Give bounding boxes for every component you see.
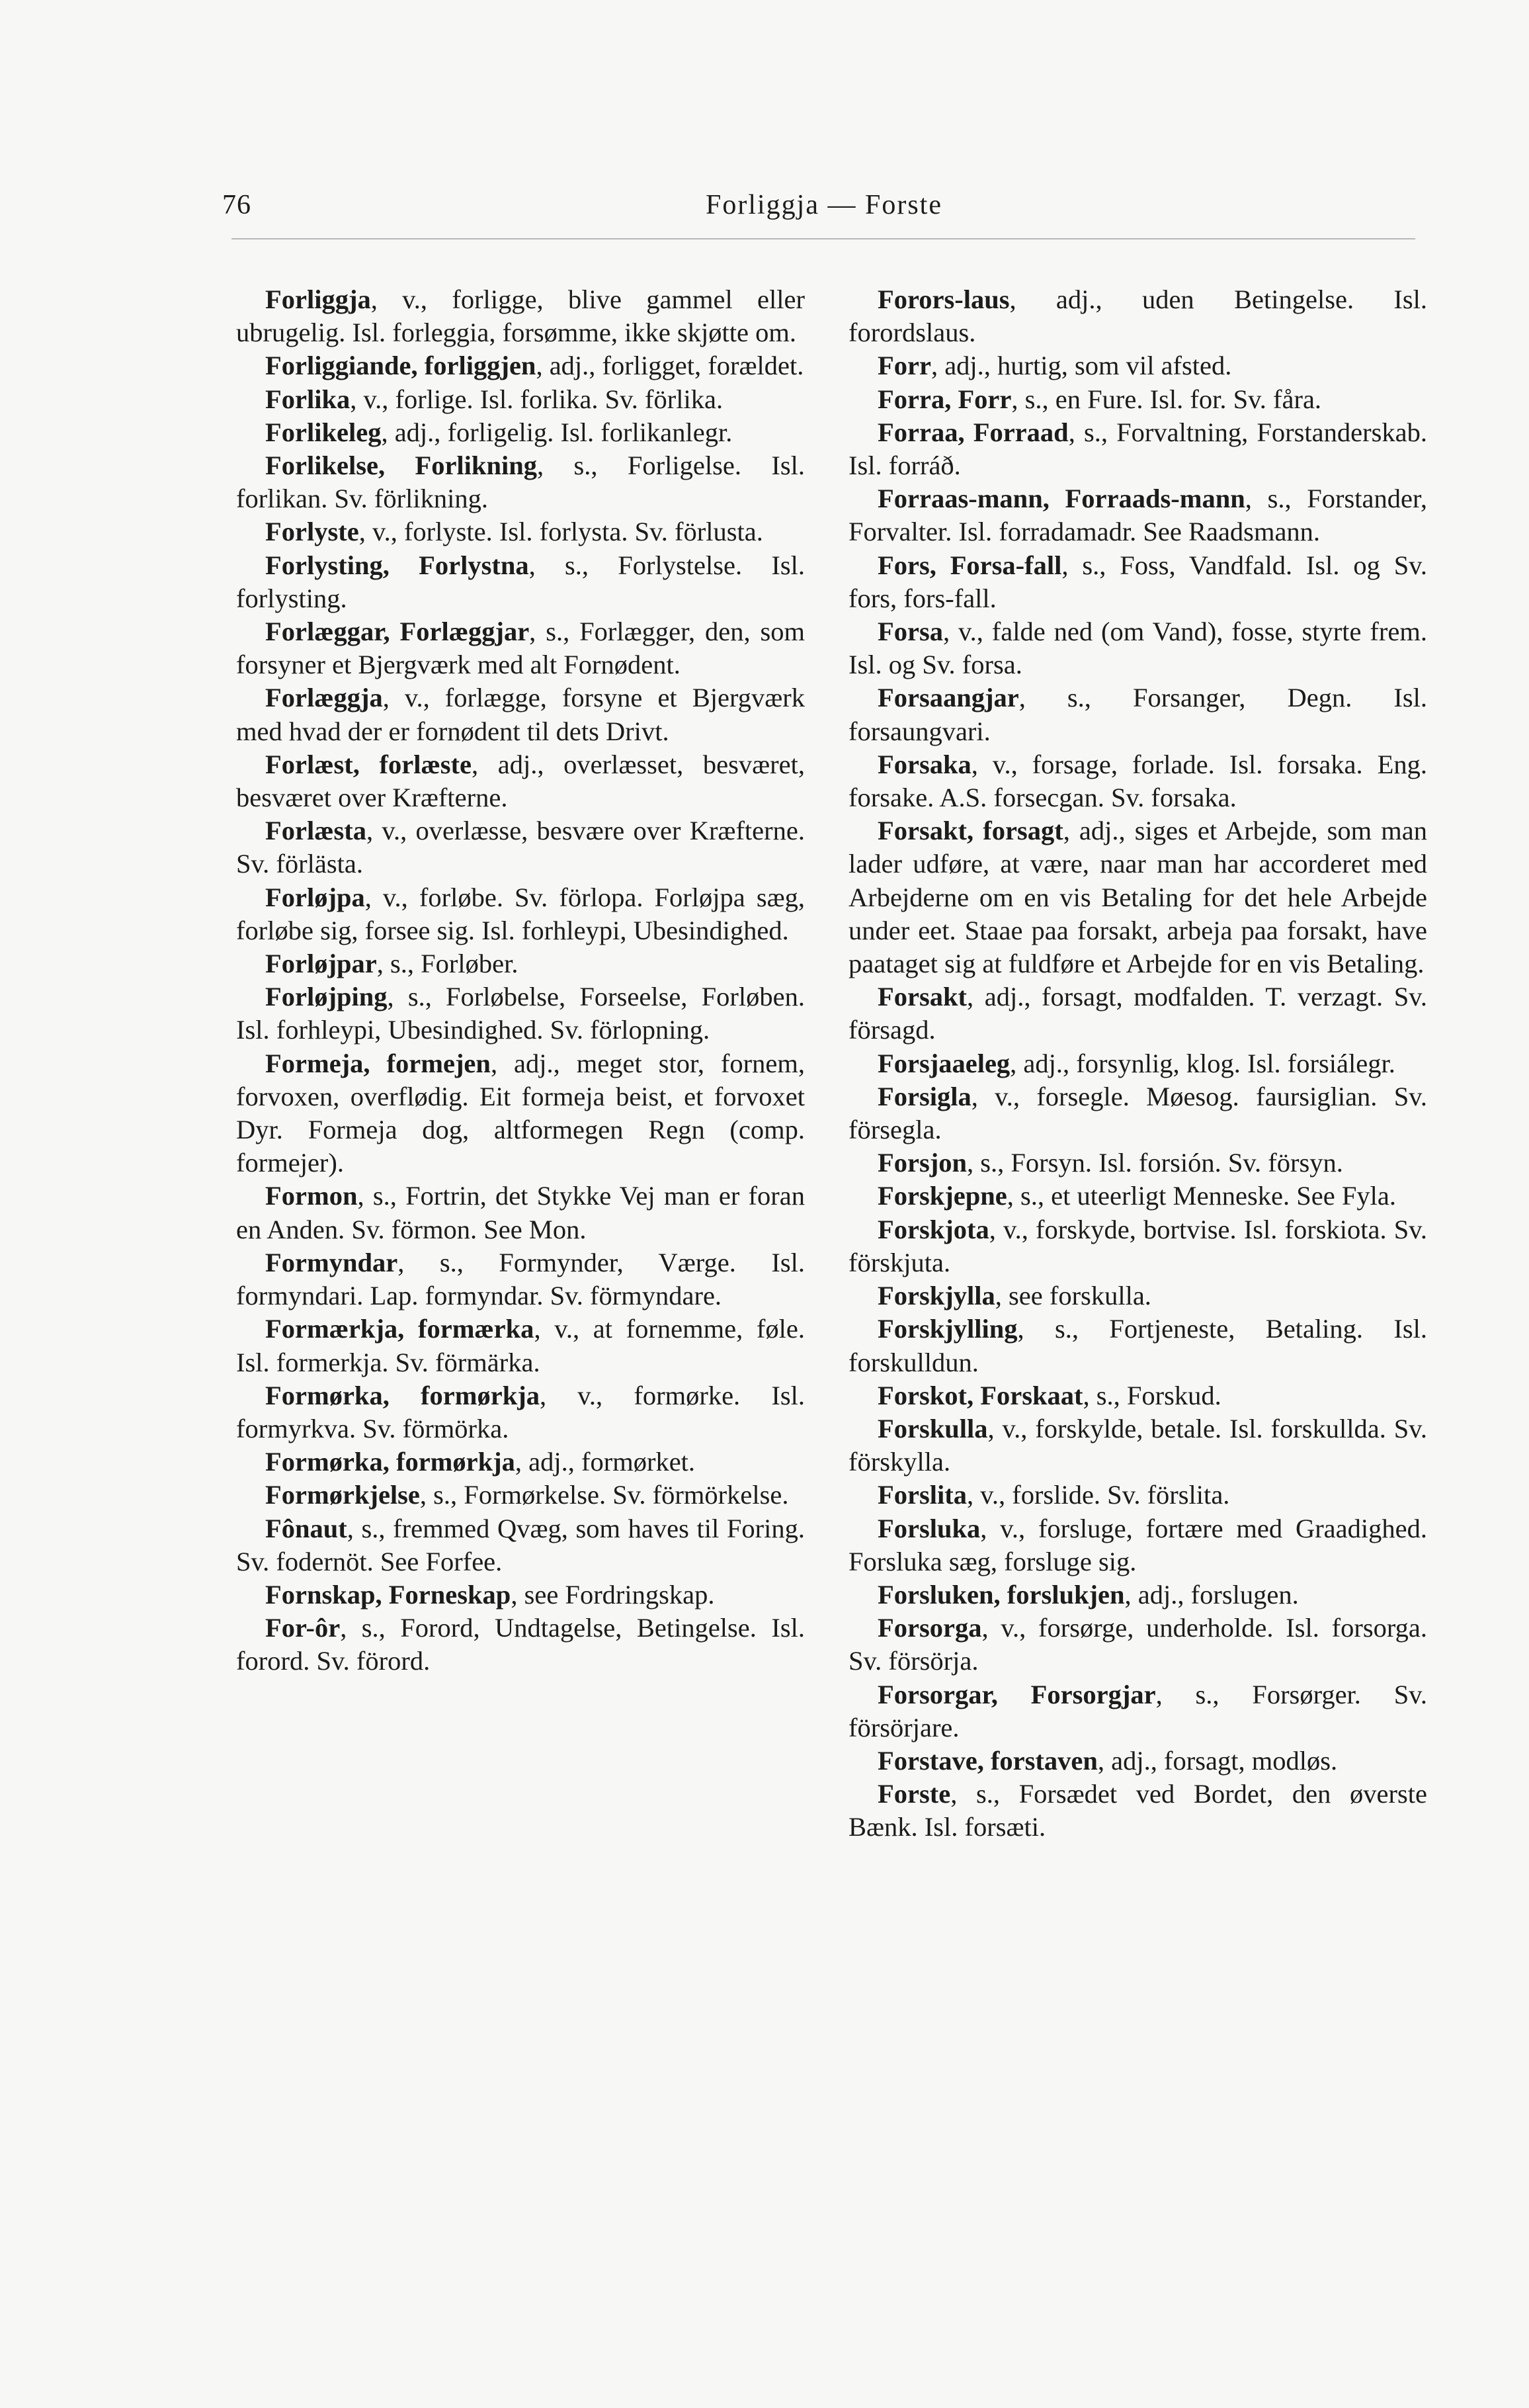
dictionary-entry — [236, 980, 805, 1047]
page-number: 76 — [222, 190, 251, 220]
entry-definition: , v., forskyde, bortvise. Isl. forskiota. Sv. förskjuta. — [848, 1214, 1427, 1277]
entry-definition: , v., forløbe. Sv. förlopa. Forløjpa sæg, forløbe sig, forsee sig. Isl. forhleypi, Ubesindighed. — [236, 882, 805, 945]
dictionary-entry — [236, 1047, 805, 1180]
dictionary-entry — [848, 814, 1427, 980]
running-head: Forliggja — Forste — [706, 190, 942, 220]
entry-definition: , adj., siges et Arbejde, som man lader udføre, at være, naar man har accorderet med Arbejderne om en vis Betaling for det hele Arbejde under eet. Staae paa forsakt, arbeja paa forsakt, have paataget sig at fuldføre et Arbejde for en vis Betaling. — [848, 816, 1427, 979]
entry-headword: Fornskap, Forneskap — [265, 1579, 511, 1610]
entry-definition: , v., forlige. Isl. forlika. Sv. förlika. — [350, 384, 723, 414]
entry-headword: Formørkjelse — [265, 1480, 420, 1510]
dictionary-entry — [848, 1479, 1427, 1512]
dictionary-entry — [848, 748, 1427, 814]
entry-headword: Forsjon — [878, 1148, 967, 1178]
entry-headword: Forsjaaeleg — [878, 1048, 1011, 1078]
dictionary-entry — [236, 947, 805, 980]
entry-definition: , s., Forsørger. Sv. försörjare. — [848, 1679, 1427, 1742]
dictionary-entry — [848, 549, 1427, 615]
entry-definition: , s., Forløbelse, Forseelse, Forløben. Isl. forhleypi, Ubesindighed. Sv. förlopning. — [236, 982, 805, 1045]
entry-definition: , v., forskylde, betale. Isl. forskullda. Sv. förskylla. — [848, 1413, 1427, 1477]
entry-definition: , s., Forstander, Forvalter. Isl. forradamadr. See Raadsmann. — [848, 484, 1427, 547]
entry-headword: Forsorga — [878, 1613, 982, 1643]
entry-definition: , v., forlyste. Isl. forlysta. Sv. förlusta. — [358, 517, 763, 547]
entry-definition: , adj., forslugen. — [1124, 1579, 1299, 1610]
dictionary-entry — [848, 1512, 1427, 1578]
entry-headword: Forste — [878, 1779, 951, 1809]
dictionary-entry — [236, 1479, 805, 1512]
dictionary-entry — [236, 283, 805, 349]
entry-headword: Forskulla — [878, 1413, 988, 1443]
entry-headword: Forstave, forstaven — [878, 1745, 1098, 1776]
entry-headword: Formon — [265, 1181, 358, 1211]
dictionary-entry — [236, 1180, 805, 1246]
entry-headword: Forlysting, Forlystna — [265, 550, 529, 580]
entry-headword: Forløjpa — [265, 882, 365, 912]
entry-headword: Forsa — [878, 617, 943, 647]
right-column — [848, 283, 1427, 2354]
entry-headword: Forsaka — [878, 749, 971, 779]
entry-definition: , v., forslide. Sv. förslita. — [966, 1480, 1230, 1510]
entry-headword: Formyndar — [265, 1247, 398, 1277]
entry-definition: , s., Forligelse. Isl. forlikan. Sv. förlikning. — [236, 451, 805, 514]
entry-definition: , v., forsage, forlade. Isl. forsaka. Eng. forsake. A.S. forsecgan. Sv. forsaka. — [848, 749, 1427, 813]
dictionary-entry — [848, 681, 1427, 748]
entry-definition: , s., Forlægger, den, som forsyner et Bjergværk med alt Fornødent. — [236, 617, 805, 680]
entry-definition: , s., Forord, Undtagelse, Betingelse. Isl. forord. Sv. förord. — [236, 1613, 805, 1676]
entry-headword: Forløjpar — [265, 949, 377, 979]
entry-headword: Forsluka — [878, 1513, 981, 1543]
entry-headword: Forr — [878, 351, 931, 381]
dictionary-entry — [848, 1312, 1427, 1379]
entry-headword: Forskjylling — [878, 1314, 1018, 1344]
header-rule — [231, 238, 1415, 239]
entry-headword: Forraas-mann, Forraads-mann — [878, 484, 1245, 514]
entry-definition: , s., Formørkelse. Sv. förmörkelse. — [419, 1480, 789, 1510]
entry-headword: Forskjylla — [878, 1281, 995, 1311]
entry-headword: Forliggja — [265, 284, 371, 314]
entry-definition: , s., fremmed Qvæg, som haves til Foring. Sv. fodernöt. See Forfee. — [236, 1513, 805, 1576]
entry-definition: , v., forsegle. Møesog. faursiglian. Sv. försegla. — [848, 1081, 1427, 1145]
entry-definition: , s., Forsyn. Isl. forsión. Sv. försyn. — [967, 1148, 1343, 1178]
dictionary-entry — [848, 416, 1427, 482]
entry-headword: Forlæggar, Forlæggjar — [265, 617, 530, 647]
entry-definition: , v., forsørge, underholde. Isl. forsorga. Sv. försörja. — [848, 1613, 1427, 1676]
dictionary-entry — [236, 1312, 805, 1379]
entry-definition: , adj., forsynlig, klog. Isl. forsiálegr. — [1010, 1048, 1395, 1078]
dictionary-entry — [236, 1445, 805, 1479]
entry-headword: Fors, Forsa-fall — [878, 550, 1062, 580]
entry-headword: Forraa, Forraad — [878, 417, 1069, 447]
dictionary-entry — [236, 383, 805, 416]
entry-definition: , adj., meget stor, fornem, forvoxen, overflødig. Eit formeja beist, et forvoxet Dyr. Formeja dog, altformegen Regn (comp. formejer). — [236, 1048, 805, 1178]
entry-headword: Forlæsta — [265, 816, 366, 846]
entry-definition: , adj., uden Betingelse. Isl. forordslaus. — [848, 284, 1427, 348]
entry-headword: Formørka, formørkja — [265, 1447, 515, 1477]
dictionary-entry — [848, 1080, 1427, 1146]
dictionary-entry — [848, 1180, 1427, 1213]
entry-headword: Forskjepne — [878, 1181, 1007, 1211]
entry-definition: , s., en Fure. Isl. for. Sv. fåra. — [1011, 384, 1322, 414]
dictionary-entry — [848, 1612, 1427, 1678]
dictionary-entry — [848, 1047, 1427, 1080]
dictionary-entry — [848, 615, 1427, 681]
dictionary-entry — [236, 615, 805, 681]
entry-headword: Forløjping — [265, 982, 388, 1012]
entry-definition: , s., Forvaltning, Forstanderskab. Isl. forráð. — [848, 417, 1427, 481]
entry-definition: , adj., forligelig. Isl. forlikanlegr. — [381, 417, 733, 447]
entry-headword: Fônaut — [265, 1513, 347, 1543]
entry-headword: Forlika — [265, 384, 351, 414]
dictionary-entry — [236, 748, 805, 814]
dictionary-entry — [848, 1379, 1427, 1412]
entry-definition: , adj., hurtig, som vil afsted. — [930, 351, 1232, 381]
dictionary-entry — [236, 1612, 805, 1678]
page-header — [222, 185, 1426, 228]
dictionary-entry — [236, 1512, 805, 1578]
entry-headword: Formærkja, formærka — [265, 1314, 534, 1344]
dictionary-entry — [848, 980, 1427, 1047]
dictionary-entry — [848, 1213, 1427, 1279]
dictionary-entry — [848, 383, 1427, 416]
entry-headword: Formørka, formørkja — [265, 1380, 540, 1410]
entry-definition: , adj., forsagt, modløs. — [1097, 1745, 1338, 1776]
entry-definition: , see Fordringskap. — [511, 1579, 715, 1610]
entry-definition: , adj., forsagt, modfalden. T. verzagt. Sv. försagd. — [848, 982, 1427, 1045]
entry-headword: Forlæggja — [265, 683, 383, 713]
entry-headword: Forskot, Forskaat — [878, 1380, 1083, 1410]
entry-definition: , adj., overlæsset, besværet, besværet over Kræfterne. — [236, 749, 805, 813]
dictionary-entry — [848, 1678, 1427, 1744]
entry-headword: Forlikeleg — [265, 417, 382, 447]
entry-definition: , s., Forløber. — [376, 949, 518, 979]
dictionary-entry — [236, 1379, 805, 1445]
entry-headword: Forlæst, forlæste — [265, 749, 472, 779]
entry-headword: Forsakt — [878, 982, 967, 1012]
dictionary-entry — [236, 681, 805, 748]
entry-definition: , s., Foss, Vandfald. Isl. og Sv. fors, fors-fall. — [848, 550, 1427, 613]
dictionary-entry — [848, 1279, 1427, 1312]
entry-headword: Forsorgar, Forsorgjar — [878, 1679, 1156, 1709]
dictionary-entry — [848, 1412, 1427, 1479]
dictionary-entry — [848, 283, 1427, 349]
entry-definition: , v., formørke. Isl. formyrkva. Sv. förmörka. — [236, 1380, 805, 1443]
dictionary-entry — [236, 416, 805, 449]
entry-definition: , v., falde ned (om Vand), fosse, styrte frem. Isl. og Sv. forsa. — [848, 617, 1427, 680]
entry-definition: , s., Formynder, Værge. Isl. formyndari. Lap. formyndar. Sv. förmyndare. — [236, 1247, 805, 1311]
dictionary-entry — [848, 1778, 1427, 1844]
entry-headword: Forlyste — [265, 517, 359, 547]
entry-headword: Forlikelse, Forlikning — [265, 451, 537, 481]
entry-headword: For-ôr — [265, 1613, 341, 1643]
entry-definition: , v., forligge, blive gammel eller ubrugelig. Isl. forleggia, forsømme, ikke skjøtte om. — [236, 284, 805, 348]
dictionary-entry — [236, 881, 805, 947]
entry-definition: , v., forlægge, forsyne et Bjergværk med hvad der er fornødent til dets Drivt. — [236, 683, 805, 746]
entry-headword: Forslita — [878, 1480, 967, 1510]
dictionary-entry — [848, 1146, 1427, 1180]
dictionary-entry — [848, 1744, 1427, 1778]
entry-definition: , adj., formørket. — [515, 1447, 696, 1477]
entry-definition: , see forskulla. — [995, 1281, 1151, 1311]
left-column — [236, 283, 805, 2354]
dictionary-entry — [848, 349, 1427, 382]
entry-definition: , s., Fortrin, det Stykke Vej man er foran en Anden. Sv. förmon. See Mon. — [236, 1181, 805, 1244]
entry-definition: , v., overlæsse, besvære over Kræfterne. Sv. förlästa. — [236, 816, 805, 879]
entry-definition: , s., Forsædet ved Bordet, den øverste Bænk. Isl. forsæti. — [848, 1779, 1427, 1842]
entry-definition: , v., forsluge, fortære med Graadighed. Forsluka sæg, forsluge sig. — [848, 1513, 1427, 1576]
entry-headword: Forra, Forr — [878, 384, 1012, 414]
entry-definition: , adj., forligget, forældet. — [536, 351, 804, 381]
dictionary-entry — [236, 814, 805, 881]
entry-headword: Formeja, formejen — [265, 1048, 491, 1078]
dictionary-entry — [848, 1578, 1427, 1612]
entry-headword: Forsakt, forsagt — [878, 816, 1063, 846]
entry-definition: , s., Fortjeneste, Betaling. Isl. forskulldun. — [848, 1314, 1427, 1377]
entry-headword: Forsaangjar — [878, 683, 1019, 713]
dictionary-entry — [236, 549, 805, 615]
entry-headword: Forors-laus — [878, 284, 1010, 314]
dictionary-entry — [848, 482, 1427, 548]
entry-headword: Forskjota — [878, 1214, 989, 1244]
dictionary-entry — [236, 349, 805, 382]
entry-headword: Forliggiande, forliggjen — [265, 351, 536, 381]
entry-headword: Forsluken, forslukjen — [878, 1579, 1125, 1610]
dictionary-entry — [236, 1246, 805, 1312]
entry-definition: , s., Forskud. — [1083, 1380, 1221, 1410]
dictionary-entry — [236, 449, 805, 515]
entry-definition: , v., at fornemme, føle. Isl. formerkja. Sv. förmärka. — [236, 1314, 805, 1377]
entry-definition: , s., Forsanger, Degn. Isl. forsaungvari. — [848, 683, 1427, 746]
entry-definition: , s., Forlystelse. Isl. forlysting. — [236, 550, 805, 613]
entry-headword: Forsigla — [878, 1081, 971, 1111]
entry-definition: , s., et uteerligt Menneske. See Fyla. — [1007, 1181, 1396, 1211]
dictionary-entry — [236, 1578, 805, 1612]
dictionary-entry — [236, 515, 805, 548]
